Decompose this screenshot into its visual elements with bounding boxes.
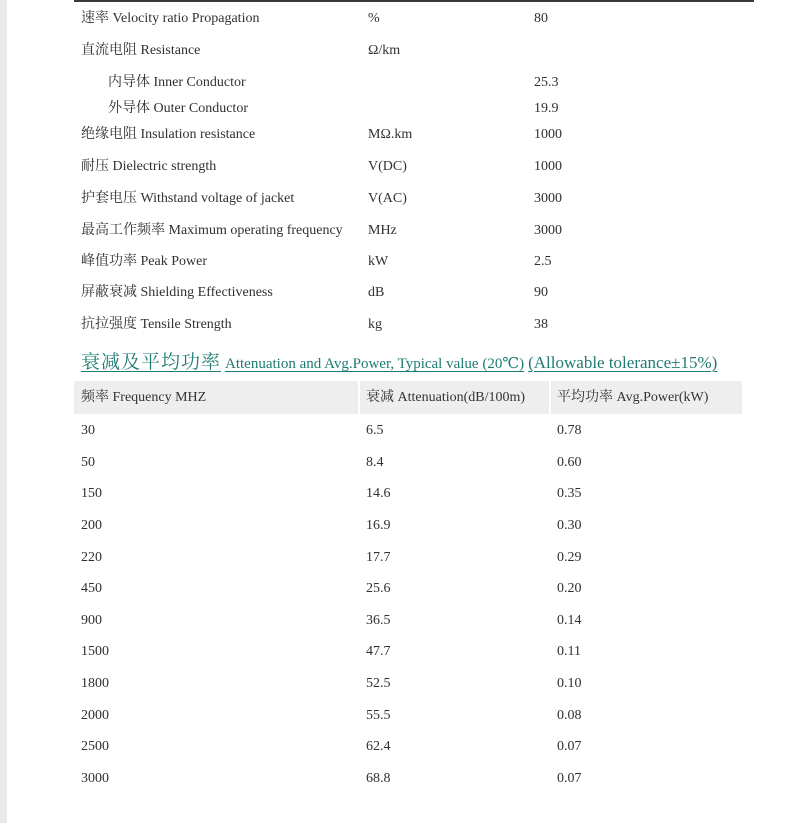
spec-row-insulation [0, 124, 790, 146]
table-row [0, 768, 790, 790]
top-divider [74, 0, 754, 2]
spec-value: 90 [534, 285, 548, 300]
spec-value: 19.9 [534, 101, 559, 116]
spec-value: 1000 [534, 159, 562, 174]
section-title-tolerance: (Allowable tolerance±15%) [528, 353, 718, 372]
spec-value: 38 [534, 317, 548, 332]
cell-frequency: 2500 [81, 739, 109, 754]
spec-label: 内导体 Inner Conductor [108, 75, 246, 90]
spec-value: 2.5 [534, 254, 552, 269]
header-divider [549, 381, 551, 414]
spec-row-max-frequency [0, 220, 790, 242]
table-row [0, 420, 790, 442]
cell-power: 0.35 [557, 486, 582, 501]
spec-label: 外导体 Outer Conductor [108, 101, 248, 116]
table-row [0, 578, 790, 600]
cell-power: 0.10 [557, 676, 582, 691]
cell-attenuation: 6.5 [366, 423, 384, 438]
cell-power: 0.07 [557, 739, 582, 754]
spec-row-dielectric [0, 156, 790, 178]
spec-value: 25.3 [534, 75, 559, 90]
spec-unit: Ω/km [368, 43, 401, 58]
cell-frequency: 1800 [81, 676, 109, 691]
section-title-en: Attenuation and Avg.Power, Typical value (20℃) [225, 356, 525, 372]
table-row [0, 736, 790, 758]
spec-row-tensile [0, 314, 790, 336]
spec-row-inner-conductor [0, 72, 790, 94]
table-row [0, 610, 790, 632]
spec-label: 速率 Velocity ratio Propagation [81, 11, 260, 26]
spec-unit: V(AC) [368, 191, 407, 206]
cell-attenuation: 17.7 [366, 550, 391, 565]
spec-label: 抗拉强度 Tensile Strength [81, 317, 232, 332]
cell-attenuation: 55.5 [366, 708, 391, 723]
attenuation-section-title [81, 350, 717, 376]
table-row [0, 452, 790, 474]
spec-unit: kW [368, 254, 389, 269]
cell-frequency: 900 [81, 613, 102, 628]
cell-power: 0.60 [557, 455, 582, 470]
header-attenuation: 衰减 Attenuation(dB/100m) [366, 390, 526, 405]
spec-row-outer-conductor [0, 98, 790, 120]
spec-row-velocity [0, 8, 790, 30]
cell-power: 0.29 [557, 550, 582, 565]
cell-frequency: 3000 [81, 771, 109, 786]
cell-frequency: 1500 [81, 644, 109, 659]
cell-frequency: 450 [81, 581, 102, 596]
spec-label: 耐压 Dielectric strength [81, 159, 217, 174]
spec-row-resistance [0, 40, 790, 62]
cell-power: 0.20 [557, 581, 582, 596]
cell-power: 0.78 [557, 423, 582, 438]
spec-label: 绝缘电阻 Insulation resistance [81, 127, 256, 142]
spec-value: 3000 [534, 191, 562, 206]
section-title-zh: 衰减及平均功率 [81, 352, 222, 373]
table-row [0, 705, 790, 727]
cell-power: 0.30 [557, 518, 582, 533]
cell-attenuation: 16.9 [366, 518, 391, 533]
spec-unit: % [368, 11, 380, 26]
spec-unit: dB [368, 285, 385, 300]
cell-frequency: 200 [81, 518, 102, 533]
table-row [0, 547, 790, 569]
cell-frequency: 150 [81, 486, 102, 501]
cell-attenuation: 8.4 [366, 455, 384, 470]
cell-attenuation: 47.7 [366, 644, 391, 659]
table-row [0, 515, 790, 537]
spec-value: 1000 [534, 127, 562, 142]
table-row [0, 673, 790, 695]
spec-row-shielding [0, 282, 790, 304]
spec-label: 屏蔽衰减 Shielding Effectiveness [81, 285, 273, 300]
cell-attenuation: 68.8 [366, 771, 391, 786]
cell-frequency: 2000 [81, 708, 109, 723]
spec-value: 80 [534, 11, 548, 26]
cell-attenuation: 52.5 [366, 676, 391, 691]
spec-unit: MΩ.km [368, 127, 413, 142]
spec-unit: V(DC) [368, 159, 407, 174]
spec-label: 最高工作频率 Maximum operating frequency [81, 223, 343, 238]
cell-power: 0.11 [557, 644, 581, 659]
attenuation-table-header [74, 381, 742, 414]
spec-row-peak-power [0, 251, 790, 273]
header-frequency: 频率 Frequency MHZ [81, 390, 207, 405]
header-divider [358, 381, 360, 414]
cell-power: 0.08 [557, 708, 582, 723]
spec-unit: kg [368, 317, 382, 332]
cell-frequency: 50 [81, 455, 95, 470]
spec-label: 直流电阻 Resistance [81, 43, 201, 58]
cell-power: 0.07 [557, 771, 582, 786]
spec-unit: MHz [368, 223, 397, 238]
cell-power: 0.14 [557, 613, 582, 628]
spec-label: 护套电压 Withstand voltage of jacket [81, 191, 295, 206]
spec-label: 峰值功率 Peak Power [81, 254, 207, 269]
spec-value: 3000 [534, 223, 562, 238]
cell-attenuation: 14.6 [366, 486, 391, 501]
header-power: 平均功率 Avg.Power(kW) [557, 390, 709, 405]
spec-row-jacket-voltage [0, 188, 790, 210]
table-row [0, 483, 790, 505]
table-row [0, 641, 790, 663]
cell-frequency: 220 [81, 550, 102, 565]
cell-attenuation: 62.4 [366, 739, 391, 754]
cell-attenuation: 36.5 [366, 613, 391, 628]
cell-frequency: 30 [81, 423, 95, 438]
cell-attenuation: 25.6 [366, 581, 391, 596]
